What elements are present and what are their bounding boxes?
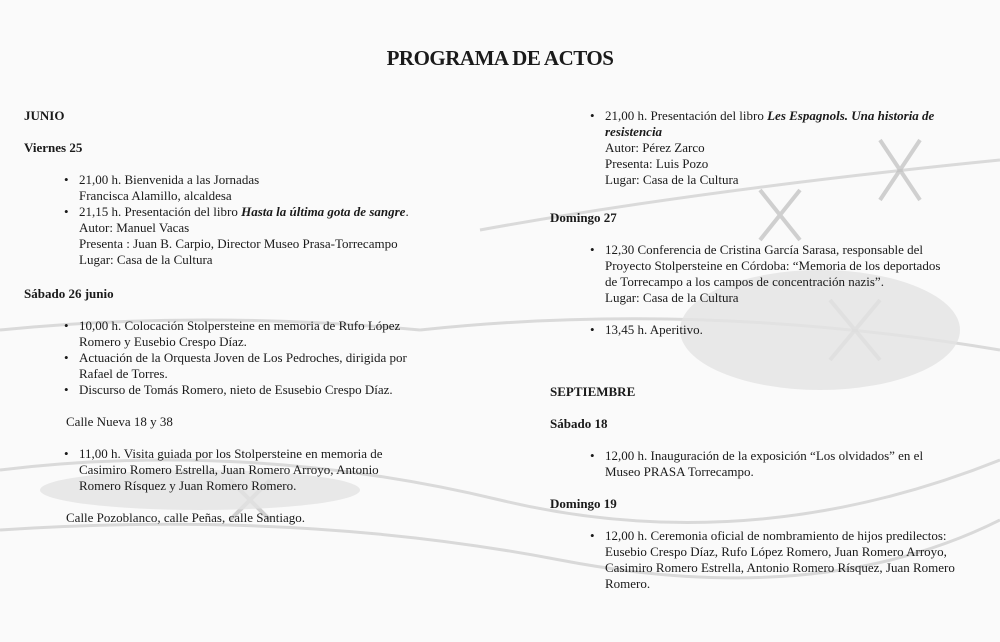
list-item: • Actuación de la Orquesta Joven de Los Pedroches, dirigida por Rafael de Torres. bbox=[24, 350, 494, 382]
right-column bbox=[550, 108, 980, 592]
list-item: • 21,00 h. Presentación del libro Les Espagnols. Una historia de resistencia Autor: Pérez Zarco Presenta: Luis Pozo Lugar: Casa de la Cultura bbox=[550, 108, 980, 188]
page-title: PROGRAMA DE ACTOS bbox=[386, 46, 614, 70]
book-title: Hasta la última gota de sangre bbox=[241, 204, 406, 219]
month-heading-june: JUNIO bbox=[24, 108, 65, 123]
month-heading-september: SEPTIEMBRE bbox=[550, 384, 636, 399]
book-title: Les Espagnols. Una historia de bbox=[767, 108, 935, 123]
day-heading: Sábado 26 junio bbox=[24, 286, 114, 301]
list-item: • 21,15 h. Presentación del libro Hasta la última gota de sangre. Autor: Manuel Vacas Presenta : Juan B. Carpio, Director Museo Prasa-Torrecampo Lugar: Casa de la Cultura bbox=[24, 204, 494, 268]
list-item: • 13,45 h. Aperitivo. bbox=[550, 322, 980, 338]
day-heading: Domingo 27 bbox=[550, 210, 617, 225]
list-item: • 11,00 h. Visita guiada por los Stolpersteine en memoria de Casimiro Romero Estrella, Juan Romero Arroyo, Antonio Romero Rísquez y Juan Romero Romero. bbox=[24, 446, 494, 494]
day-heading: Sábado 18 bbox=[550, 416, 608, 431]
list-item: • Discurso de Tomás Romero, nieto de Esusebio Crespo Díaz. bbox=[24, 382, 494, 398]
list-item: • 12,00 h. Ceremonia oficial de nombramiento de hijos predilectos: Eusebio Crespo Díaz, Rufo López Romero, Juan Romero Arroyo, Casimiro Romero Estrella, Antonio Romero Rísquez, Juan Romero Romero. bbox=[550, 528, 980, 592]
day-heading: Viernes 25 bbox=[24, 140, 83, 155]
left-column bbox=[24, 108, 494, 526]
location-text: Calle Nueva 18 y 38 bbox=[66, 414, 173, 429]
list-item: • 12,30 Conferencia de Cristina García Sarasa, responsable del Proyecto Stolpersteine en Córdoba: “Memoria de los deportados de Torrecampo a los campos de concentración nazis”. Lugar: Casa de la Cultura bbox=[550, 242, 980, 306]
day-heading: Domingo 19 bbox=[550, 496, 617, 511]
list-item: • 10,00 h. Colocación Stolpersteine en memoria de Rufo López Romero y Eusebio Crespo Díaz. bbox=[24, 318, 494, 350]
book-title: resistencia bbox=[605, 124, 663, 139]
list-item: • 12,00 h. Inauguración de la exposición “Los olvidados” en el Museo PRASA Torrecampo. bbox=[550, 448, 980, 480]
list-item: • 21,00 h. Bienvenida a las Jornadas Francisca Alamillo, alcaldesa bbox=[24, 172, 494, 204]
location-text: Calle Pozoblanco, calle Peñas, calle Santiago. bbox=[66, 510, 305, 525]
